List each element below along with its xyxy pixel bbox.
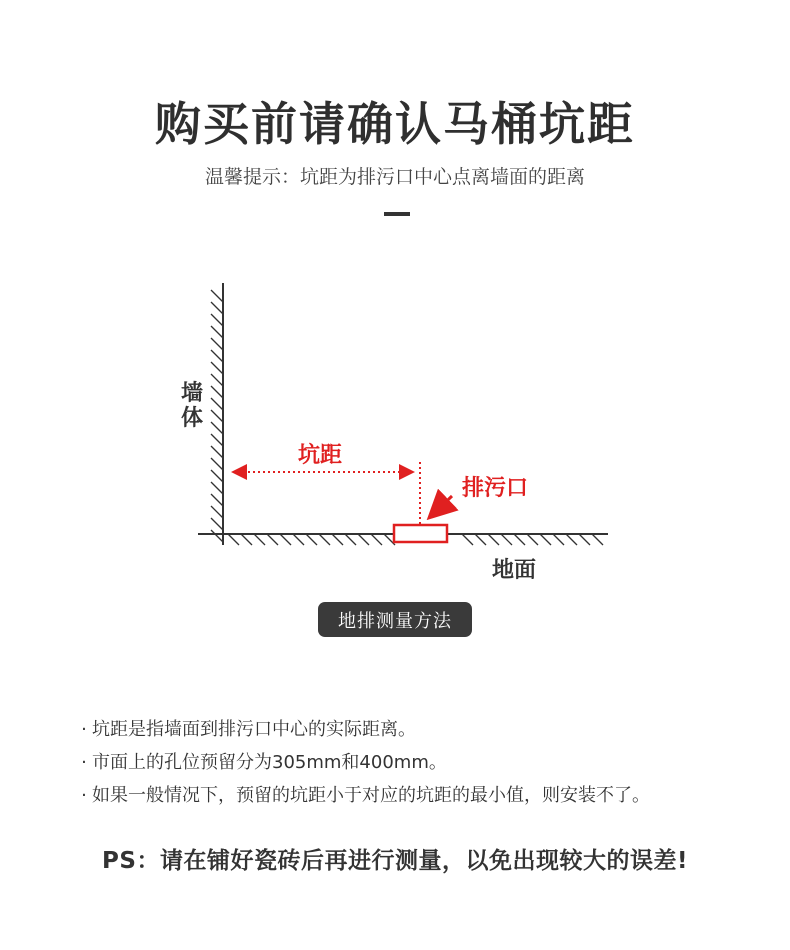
hatch-mark bbox=[211, 326, 223, 338]
list-item bbox=[76, 782, 776, 815]
notes-list bbox=[76, 716, 776, 815]
list-item bbox=[76, 749, 776, 782]
hatch-mark bbox=[228, 534, 239, 545]
hatch-mark bbox=[579, 534, 590, 545]
drain-outlet bbox=[394, 525, 447, 542]
floor-drain-method-button[interactable]: 地排测量方法 bbox=[318, 602, 472, 637]
hatch-mark bbox=[241, 534, 252, 545]
hatch-mark bbox=[501, 534, 512, 545]
note-text: 如果一般情况下，预留的坑距小于对应的坑距的最小值，则安装不了。 bbox=[92, 785, 650, 806]
hatch-mark bbox=[211, 434, 223, 446]
wall-label-line1: 墙 bbox=[180, 381, 204, 406]
page-subtitle: 温馨提示：坑距为排污口中心点离墙面的距离 bbox=[204, 166, 585, 188]
hatch-mark bbox=[211, 470, 223, 482]
wall-label-line2: 体 bbox=[180, 406, 204, 431]
hatch-mark bbox=[462, 534, 473, 545]
note-text: 坑距是指墙面到排污口中心的实际距离。 bbox=[92, 719, 416, 740]
hatch-mark bbox=[211, 410, 223, 422]
hatch-mark bbox=[345, 534, 356, 545]
hatch-mark bbox=[211, 398, 223, 410]
hatch-mark bbox=[553, 534, 564, 545]
hatch-mark bbox=[211, 458, 223, 470]
hatch-mark bbox=[211, 314, 223, 326]
hatch-mark bbox=[211, 446, 223, 458]
drain-pointer-arrow bbox=[431, 496, 452, 516]
hatch-mark bbox=[358, 534, 369, 545]
page-title: 购买前请确认马桶坑距 bbox=[155, 97, 635, 151]
hatch-mark bbox=[211, 302, 223, 314]
hatch-mark bbox=[293, 534, 304, 545]
hatch-mark bbox=[211, 482, 223, 494]
wall-hatching bbox=[211, 290, 223, 542]
hatch-mark bbox=[211, 506, 223, 518]
hatch-mark bbox=[211, 494, 223, 506]
hatch-mark bbox=[280, 534, 291, 545]
hatch-mark bbox=[514, 534, 525, 545]
hatch-mark bbox=[254, 534, 265, 545]
drain-label: 排污口 bbox=[461, 476, 529, 501]
hatch-mark bbox=[306, 534, 317, 545]
hatch-mark bbox=[211, 386, 223, 398]
hatch-mark bbox=[211, 350, 223, 362]
hatch-mark bbox=[211, 290, 223, 302]
hatch-mark bbox=[527, 534, 538, 545]
floor-label: 地面 bbox=[491, 558, 537, 583]
hatch-mark bbox=[211, 530, 223, 542]
bullet-icon: · bbox=[81, 752, 87, 773]
hatch-mark bbox=[267, 534, 278, 545]
bullet-icon: · bbox=[81, 785, 87, 806]
hatch-mark bbox=[332, 534, 343, 545]
hatch-mark bbox=[211, 362, 223, 374]
hatch-mark bbox=[319, 534, 330, 545]
hatch-mark bbox=[592, 534, 603, 545]
list-item bbox=[76, 716, 776, 749]
hatch-mark bbox=[371, 534, 382, 545]
ps-note: PS：请在铺好瓷砖后再进行测量，以免出现较大的误差! bbox=[102, 848, 688, 874]
hatch-mark bbox=[488, 534, 499, 545]
note-text: 市面上的孔位预留分为305mm和400mm。 bbox=[92, 752, 447, 773]
hatch-mark bbox=[540, 534, 551, 545]
hatch-mark bbox=[566, 534, 577, 545]
hatch-mark bbox=[211, 518, 223, 530]
hatch-mark bbox=[475, 534, 486, 545]
distance-label: 坑距 bbox=[297, 443, 343, 468]
hatch-mark bbox=[211, 374, 223, 386]
hatch-mark bbox=[211, 422, 223, 434]
bullet-icon: · bbox=[81, 719, 87, 740]
hatch-mark bbox=[211, 338, 223, 350]
